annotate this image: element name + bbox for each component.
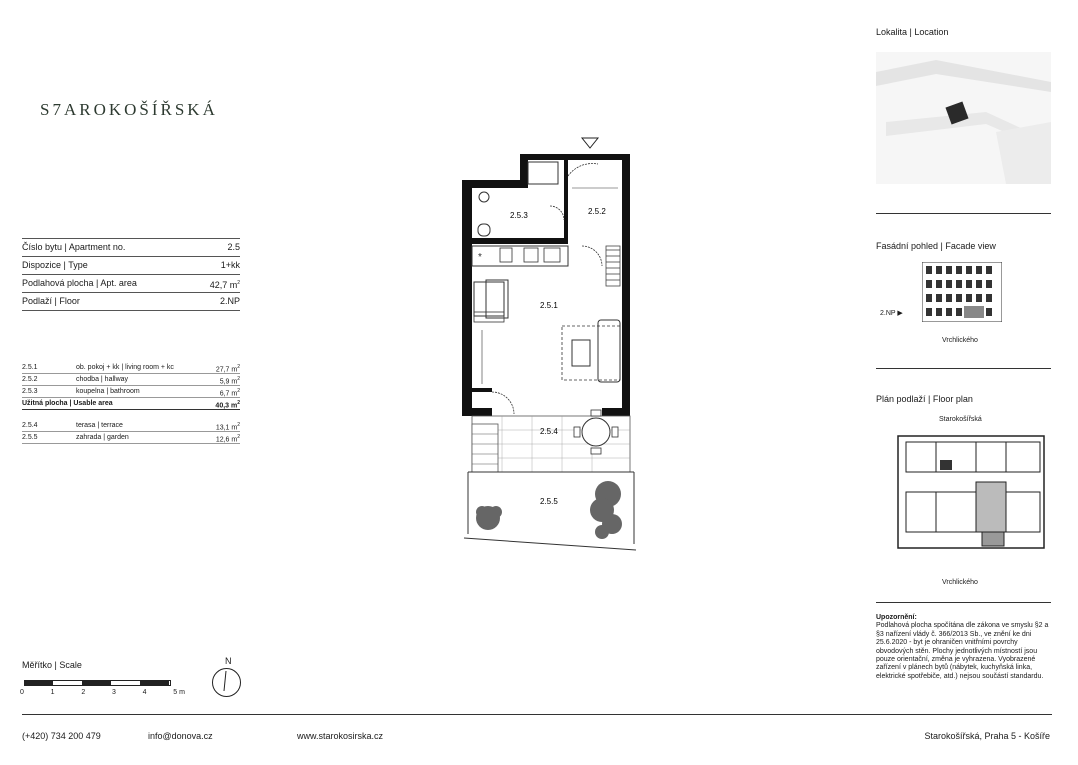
footer-website[interactable]: www.starokosirska.cz bbox=[297, 731, 384, 741]
footer-phone[interactable]: (+420) 734 200 479 bbox=[22, 731, 101, 741]
info-label: Číslo bytu | Apartment no. bbox=[22, 242, 126, 252]
floor-plan-thumbnail bbox=[896, 432, 1046, 556]
facade-street-label: Vrchlického bbox=[942, 337, 978, 344]
footer-email[interactable]: info@donova.cz bbox=[148, 731, 213, 741]
facade-drawing bbox=[922, 262, 1002, 322]
info-row-type bbox=[22, 257, 240, 275]
info-label: Podlaží | Floor bbox=[22, 296, 80, 306]
room-row: 2.5.3 koupelna | bathroom 6,7 $m^2$ bbox=[22, 388, 240, 398]
rooms-table bbox=[22, 362, 240, 444]
room-row: 2.5.2 chodba | hallway 5,9 $m^2$ bbox=[22, 376, 240, 386]
info-value: 2.5 bbox=[227, 242, 240, 252]
info-value: 2.NP bbox=[219, 296, 240, 306]
facade-title: Fasádní pohled | Facade view bbox=[876, 241, 996, 251]
divider bbox=[876, 602, 1051, 603]
brand-logo: S7AROKOŠÍŘSKÁ bbox=[40, 100, 218, 119]
note-title: Upozornění: bbox=[876, 614, 917, 621]
info-row-number bbox=[22, 238, 240, 257]
room-row: 2.5.5 zahrada | garden 12,6 $m^2$ bbox=[22, 434, 240, 444]
scale-segment bbox=[82, 680, 111, 686]
footer-divider bbox=[22, 714, 1052, 715]
room-label: 2.5.1 bbox=[540, 301, 558, 310]
location-title: Lokalita | Location bbox=[876, 27, 949, 37]
room-label: 2.5.4 bbox=[540, 427, 558, 436]
info-row-floor bbox=[22, 293, 240, 311]
compass-icon bbox=[212, 668, 241, 697]
info-label: Dispozice | Type bbox=[22, 260, 88, 270]
divider bbox=[876, 368, 1051, 369]
apartment-info-table bbox=[22, 238, 240, 311]
floorplan-street-top: Starokošířská bbox=[939, 416, 982, 423]
apartment-highlight bbox=[964, 306, 984, 318]
room-row: 2.5.4 terasa | terrace 13,1 $m^2$ bbox=[22, 422, 240, 432]
divider bbox=[876, 213, 1051, 214]
info-row-area bbox=[22, 275, 240, 293]
svg-text:*: * bbox=[478, 252, 482, 263]
room-label: 2.5.3 bbox=[510, 211, 528, 220]
room-label: 2.5.5 bbox=[540, 497, 558, 506]
usable-area-row: Užitná plocha | Usable area 40,3 $m^2$ bbox=[22, 400, 240, 410]
scale-segment bbox=[140, 680, 169, 686]
facade-floor-label: 2.NP ▶ bbox=[880, 310, 903, 317]
room-row: 2.5.1 ob. pokoj + kk | living room + kc 27,7 $m^2$ bbox=[22, 364, 240, 374]
floorplan-street-bottom: Vrchlického bbox=[942, 579, 978, 586]
info-label: Podlahová plocha | Apt. area bbox=[22, 278, 137, 288]
floorplan-title: Plán podlaží | Floor plan bbox=[876, 394, 973, 404]
room-label: 2.5.2 bbox=[588, 207, 606, 216]
footer-address: Starokošířská, Praha 5 - Košíře bbox=[924, 731, 1050, 741]
entrance-arrow-icon bbox=[582, 138, 598, 148]
scale-title: Měřítko | Scale bbox=[22, 660, 82, 670]
compass-label: N bbox=[225, 656, 232, 666]
info-value: 42,7 $m^2$ bbox=[209, 280, 240, 290]
location-map bbox=[876, 52, 1051, 184]
apartment-highlight bbox=[976, 482, 1006, 532]
apartment-floor-plan bbox=[462, 134, 642, 554]
scale-segment bbox=[24, 680, 53, 686]
scale-ticks: 0 1 2 3 4 5 m bbox=[20, 689, 185, 696]
disclaimer-note bbox=[876, 614, 1051, 681]
note-text: Podlahová plocha spočítána dle zákona ve smyslu §2 a §3 nařízení vlády č. 366/2013 Sb., ve znění ke dni 25.6.2020 - byt je ohraničen vnitřními povrchy obvodových stěn. Plochy jednotlivých místností jsou pouze orientační, změna je vyhrazena. Vyobrazené zařízení v plánech bytů (nábytek, kuchyňská linka, elektrické spotřebiče, atd.) nejsou součástí standardu. bbox=[876, 622, 1049, 680]
info-value: 1+kk bbox=[220, 260, 240, 270]
